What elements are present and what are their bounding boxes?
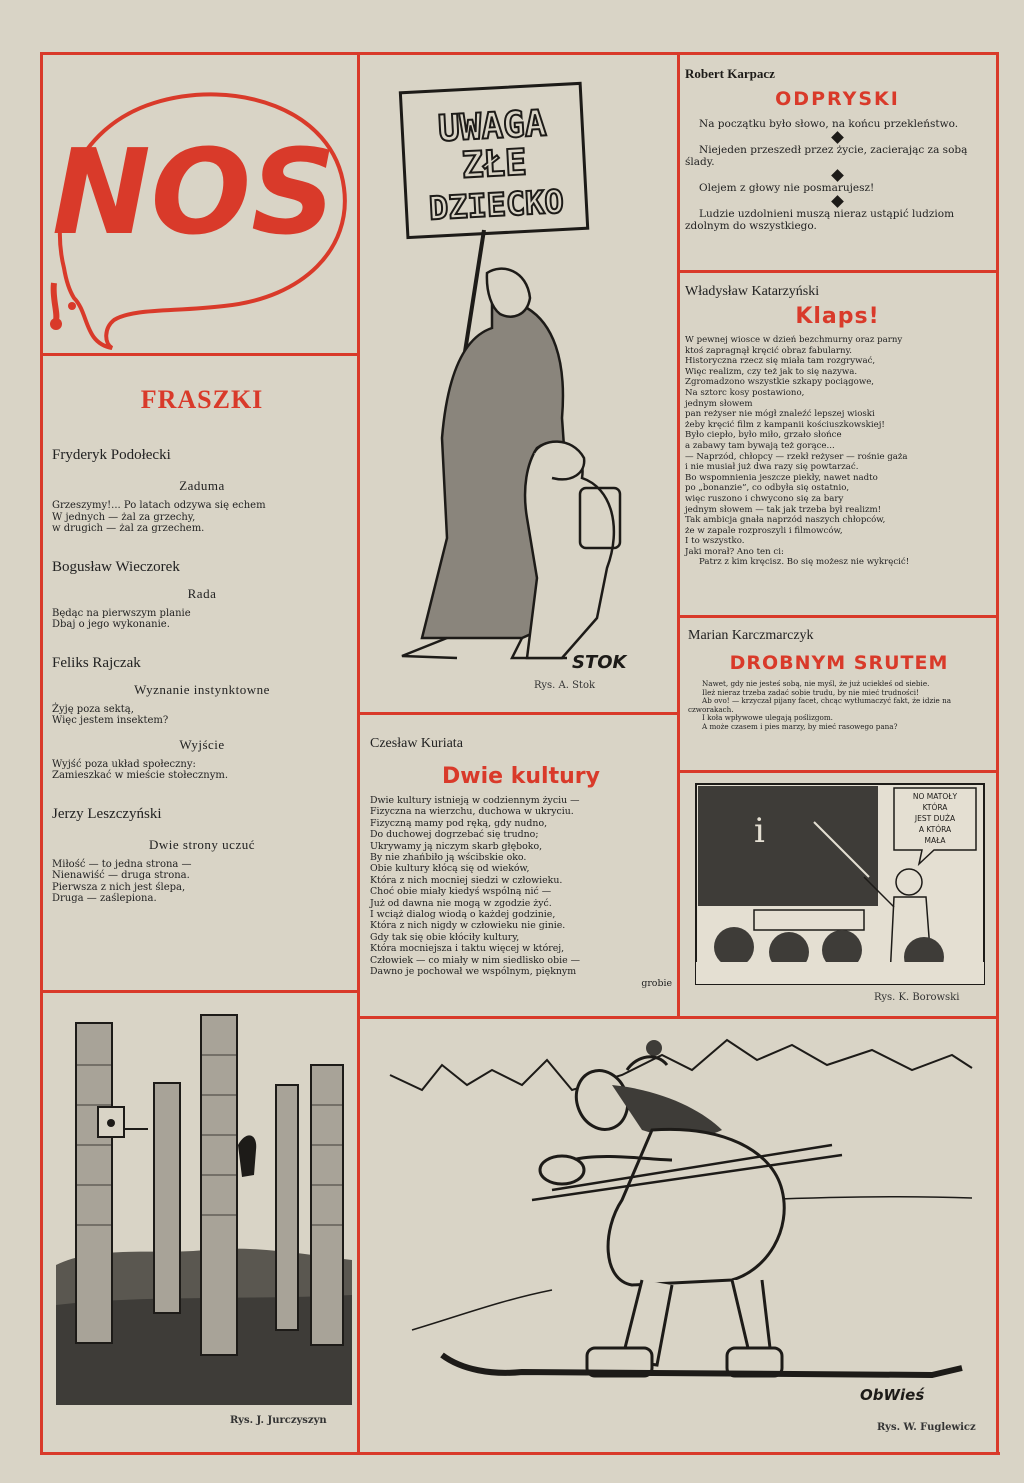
poem-line: Miłość — to jedna strona — [52,858,192,870]
aphorism-line: I koła wpływowe ulegają poślizgom. [702,713,833,723]
poem-line: Tak ambicja gnała naprzód naszych chłopców, [685,515,886,526]
skier-caption: Rys. W. Fuglewicz [877,1422,976,1433]
poem-line: Więc jestem insektem? [52,715,169,726]
bubble-line-1: NO MATOŁY [912,792,958,801]
poem-line: Bo wspomnienia jeszcze piekły, nawet nadto [685,472,878,483]
poem-line: Już od dawna nie mogą w zgodzie żyć. [370,897,552,909]
fraszki-title-2: Rada [187,585,217,601]
frame-top [40,52,998,55]
bubble-line-4: A KTÓRA [918,825,952,834]
poem-line: Druga — zaślepiona. [52,893,157,904]
poem-line: Historyczna rzecz się miała tam rozgrywać, [685,356,876,367]
aphorism-line: A może czasem i pies marzy, by mieć rasowego pana? [702,721,898,731]
frame-left [40,52,43,1454]
bubble-line-2: KTÓRA [922,803,948,812]
poem-line: Pierwsza z nich jest ślepa, [52,881,186,893]
poem-line: jednym słowem [685,398,753,409]
drobnym-title: DROBNYM SRUTEM [729,652,949,674]
diamond-icon [831,131,844,144]
chimneys-caption: Rys. J. Jurczyszyn [230,1415,327,1426]
poem-line: Więc realizm, czy też jak to się nazywa. [685,366,858,377]
fraszki-title-3: Wyznanie instynktowne [134,681,270,697]
divider-col2 [677,52,680,1017]
board-letter: i [754,811,765,851]
divider-klaps [680,615,996,618]
fraszki-author-1: Fryderyk Podołecki [52,447,171,463]
sign-cartoon-panel [362,58,674,708]
poem-line: Było ciepło, było miło, grzało słońce [685,430,842,441]
drobnym-panel [688,628,990,768]
odpryski-author: Robert Karpacz [685,66,775,81]
poem-line: po „bonanzie”, co odbyła się ostatnio, [685,483,850,494]
poem-line: Gdy tak się obie kłóciły kultury, [370,931,520,943]
skier-cartoon-panel [372,1030,988,1445]
klaps-panel [685,284,990,612]
poem-line: Wyjść poza układ społeczny: [52,758,196,770]
poem-line: Dwie kultury istnieją w codziennym życiu — [370,795,580,806]
poem-line: W jednych — żal za grzechy, [52,511,196,523]
sign-cartoon-illustration [362,58,674,708]
fraszki-poem-3b [52,759,352,782]
fraszki-author-3: Feliks Rajczak [52,654,141,671]
sign-line-3: DZIECKO [428,182,565,228]
poem-line: Choć obie miały kiedyś wspólną nić — [370,886,552,898]
poem-line: jednym słowem — tak jak trzeba był realizm! [685,504,882,515]
poem-line: Patrz z kim kręcisz. Bo się możesz nie wykręcić! [699,557,910,568]
aphorism-line: Nawet, gdy nie jesteś sobą, nie myśl, że już uciekłeś od siebie. [702,679,930,688]
sign-line-1: UWAGA [437,103,548,150]
fraszki-poem-4 [52,859,352,905]
poem-line: Jaki morał? Ano ten ci: [685,546,784,557]
poem-line: żeby kręcić film z kampanii kościuszkowskiej! [685,419,885,430]
poem-line: a zabawy tam bywają też gorące... [685,440,835,451]
poem-line: Która z nich mocniej siedzi w człowieku. [370,874,563,886]
school-cartoon-caption: Rys. K. Borowski [874,992,960,1003]
dwie-kultury-panel [370,736,672,1011]
divider-chimneys [40,990,358,993]
poem-line: i nie musiał już dwa razy się powtarzać. [685,462,859,473]
stok-signature: STOK [572,652,627,673]
bubble-line-5: MAŁA [924,836,946,845]
klaps-title: Klaps! [795,304,880,329]
divider-drobnym [680,770,996,773]
fraszki-title-1: Zaduma [179,478,225,493]
drobnym-lines [688,680,990,732]
klaps-author: Władysław Katarzyński [685,284,820,299]
sign-line-2: ZŁE [460,142,528,187]
poem-line: Będąc na pierwszym planie [52,607,191,619]
school-cartoon-illustration [694,782,986,987]
dwie-kultury-title: Dwie kultury [442,764,600,789]
fraszki-title-3b: Wyjście [179,736,225,752]
odpryski-item-3: Olejem z głowy nie posmarujesz! [699,182,875,194]
dwie-kultury-author: Czesław Kuriata [370,736,463,751]
frame-right [996,52,999,1454]
dwie-kultury-poem [370,795,672,989]
poem-line: Do duchowej dogrzebać się trudno; [370,829,539,841]
aphorism-line: Ab ovo! — krzyczał pijany facet, chcąc wytłumaczyć fakt, że idzie na czworakach. [688,696,951,714]
poem-line: więc ruszono i chwycono się za bary [685,493,844,504]
skier-illustration [372,1030,988,1415]
odpryski-panel [685,66,990,266]
aphorism-line: Ileż nieraz trzeba zadać sobie trudu, by nie mieć trudności! [702,687,919,697]
skier-signature: ObWieś [860,1386,925,1404]
poem-line: Na sztorc kosy postawiono, [685,387,805,398]
fraszki-author-4: Jerzy Leszczyński [52,805,162,822]
poem-line: ktoś zapragnął kręcić obraz fabularny. [685,345,853,356]
bubble-line-3: JEST DUŻA [914,814,956,823]
fraszki-poem-3 [52,704,352,727]
klaps-poem [685,335,990,568]
school-cartoon-panel [694,782,986,1007]
fraszki-author-2: Bogusław Wieczorek [52,558,180,575]
divider-bottom-right [358,1016,998,1019]
poem-line: W pewnej wiosce w dzień bezchmurny oraz parny [685,335,903,345]
fraszki-title-4: Dwie strony uczuć [149,836,255,852]
fraszki-heading: FRASZKI [140,385,264,414]
frame-bottom [40,1452,1000,1455]
logo-panel [44,58,356,350]
odpryski-title: ODPRYSKI [775,88,900,110]
logo-text: NOS [51,123,337,261]
poem-line: Żyję poza sektą, [52,703,134,715]
chimneys-illustration [56,1005,352,1405]
poem-line: Która z nich nigdy w człowieku nie ginie. [370,920,566,932]
poem-line: grobie [641,977,672,989]
divider-mid [358,712,678,715]
poem-line: Fizyczną mamy pod ręką, gdy nudno, [370,817,548,829]
poem-line: w drugich — żal za grzechem. [52,523,205,534]
poem-line: Człowiek — co miały w nim siedlisko obie — [370,954,580,966]
drobnym-author: Marian Karczmarczyk [688,628,814,643]
diamond-icon [831,169,844,182]
poem-line: Dbaj o jego wykonanie. [52,619,170,630]
poem-line: pan reżyser nie mógł znaleźć lepszej wioski [685,409,875,420]
poem-line: Która mocniejsza i taktu więcej w której, [370,943,565,955]
poem-line: Dawno je pochował we wspólnym, pięknym [370,966,577,978]
poem-line: Nienawiść — druga strona. [52,870,190,881]
fraszki-panel [52,385,352,985]
chimneys-cartoon-panel [56,1005,352,1445]
poem-line: — Naprzód, chłopcy — rzekł reżyser — rośnie gaża [685,451,908,462]
divider-col1 [357,52,360,1454]
fraszki-poem-1 [52,500,352,535]
poem-line: I to wszystko. [685,536,745,547]
odpryski-item-2: Niejeden przeszedł przez życie, zacierając za sobą ślady. [685,144,968,168]
nos-logo [44,58,356,350]
poem-line: Obie kultury kłócą się od wieków, [370,863,530,875]
fraszki-poem-2 [52,608,352,631]
odpryski-item-4: Ludzie uzdolnieni muszą nieraz ustąpić ludziom zdolnym do wszystkiego. [685,208,955,232]
diamond-icon [831,195,844,208]
poem-line: Zgromadzono wszystkie szkapy pociągowe, [685,377,875,388]
poem-line: By nie zhańbiło ją wścibskie oko. [370,852,527,864]
divider-logo [40,353,358,356]
poem-line: Fizyczna na wierzchu, duchowa w ukryciu. [370,806,574,818]
poem-line: Ukrywamy ją niczym skarb głęboko, [370,840,543,852]
divider-odpryski [680,270,996,273]
odpryski-item-1: Na początku było słowo, na końcu przekleństwo. [699,118,959,130]
poem-line: I wciąż dialog wiodą o każdej godzinie, [370,909,556,921]
poem-line: Grzeszymy!... Po latach odzywa się echem [52,500,266,511]
sign-cartoon-caption: Rys. A. Stok [534,680,596,691]
poem-line: Zamieszkać w mieście stołecznym. [52,770,229,781]
poem-line: że w zapale rozproszyli i filmowców, [685,525,843,536]
